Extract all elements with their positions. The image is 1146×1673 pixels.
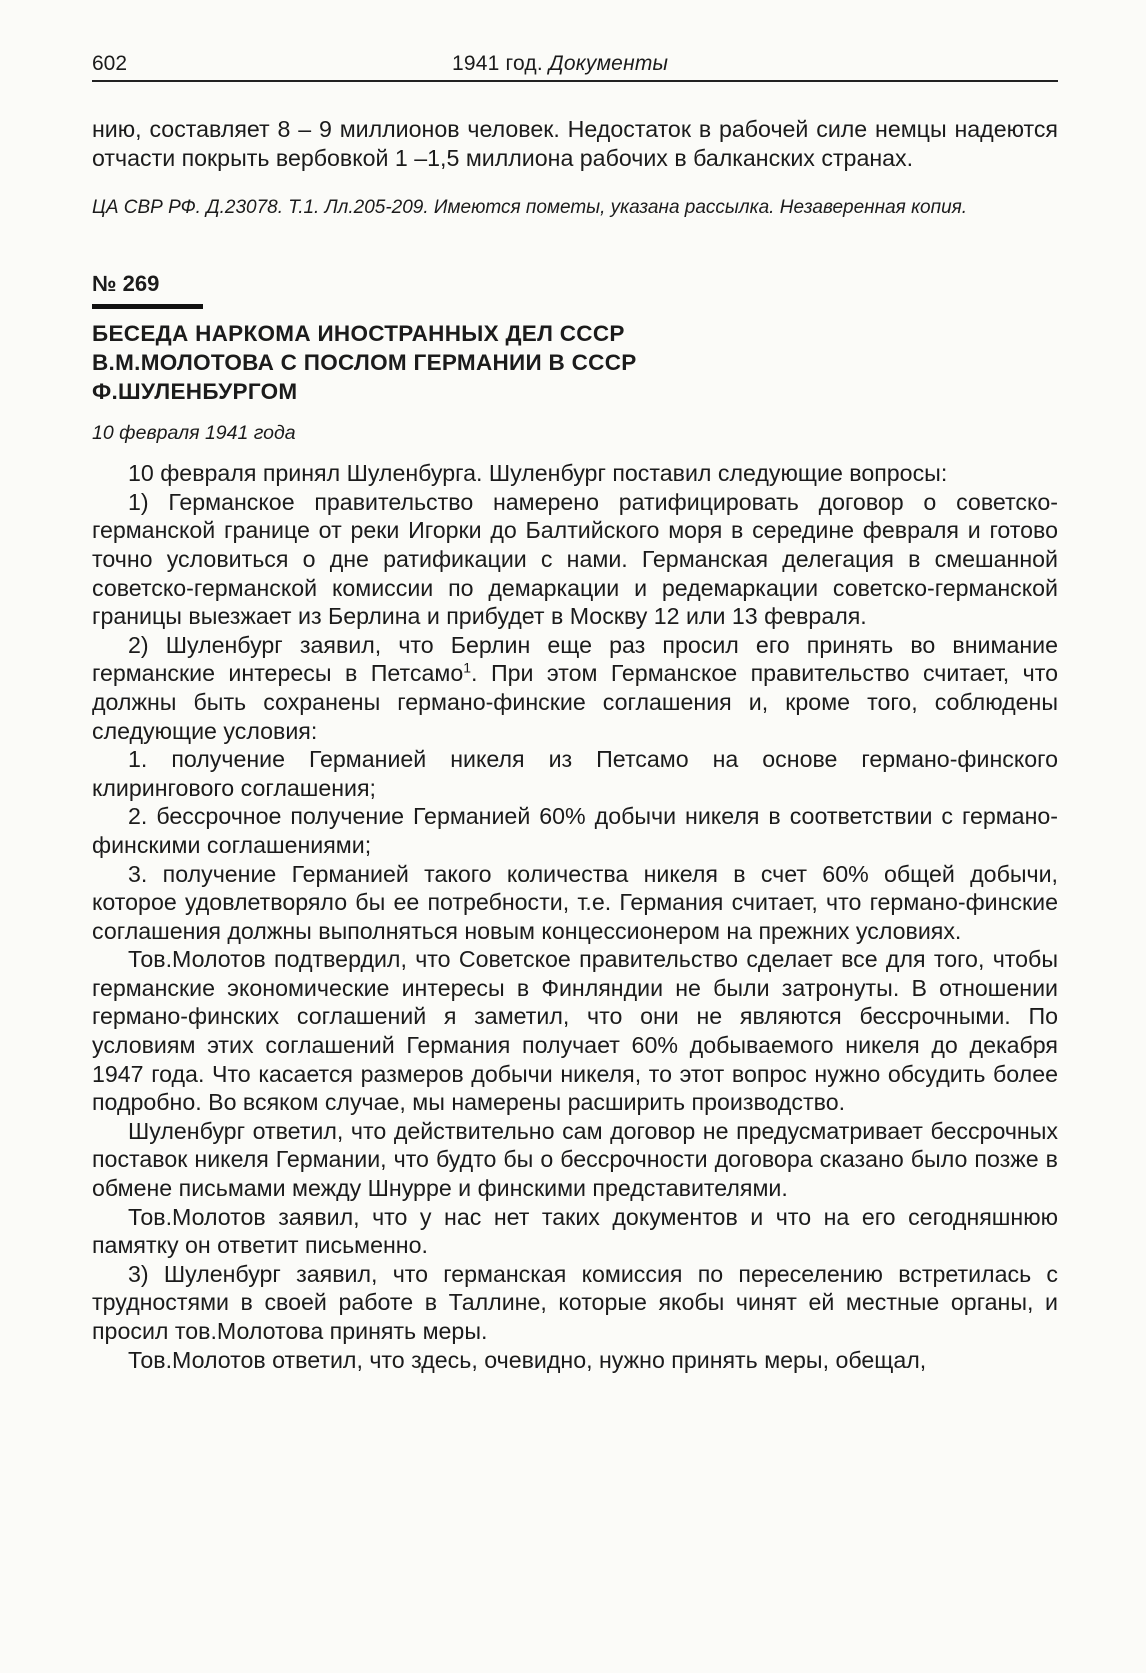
body-paragraph: Тов.Молотов подтвердил, что Советское правительство сделает все для того, чтобы германские экономические интересы в Финляндии не были затронуты. В отношении германо-финских соглашений я заметил, что они не являются бессрочными. По условиям этих соглашений Германия получает 60% добываемого никеля до декабря 1947 года. Что касается размеров добычи никеля, то этот вопрос нужно обсудить более подробно. Во всяком случае, мы намерены расширить производство. xyxy=(92,946,1058,1116)
paragraph-text: . При этом Германское правительство считает, что должны быть сохранены германо-финские соглашения и, кроме того, соблюдены следующие условия: xyxy=(92,660,1058,744)
archive-note: ЦА СВР РФ. Д.23078. Т.1. Лл.205-209. Имеются пометы, указана рассылка. Незаверенная копия. xyxy=(92,197,968,219)
page-number: 602 xyxy=(92,52,128,75)
document-title xyxy=(92,319,1058,406)
number-underline xyxy=(92,304,203,309)
body-paragraph xyxy=(92,631,1058,745)
running-title-section: Документы xyxy=(548,52,669,75)
body-paragraph: Тов.Молотов ответил, что здесь, очевидно, нужно принять меры, обещал, xyxy=(128,1346,927,1373)
footnote-marker: 1 xyxy=(463,659,472,676)
document-title-line: Ф.ШУЛЕНБУРГОМ xyxy=(92,379,298,405)
document-number: № 269 xyxy=(92,271,160,297)
running-header xyxy=(92,52,1058,82)
body-paragraph: 10 февраля принял Шуленбурга. Шуленбург поставил следующие вопросы: xyxy=(128,460,948,487)
body-paragraph: 1) Германское правительство намерено ратифицировать договор о советско-германской границе от реки Игорки до Балтийского моря в середине февраля и готово точно условиться о дне ратификации с нами. Германская делегация в смешанной советско-германской комиссии по демаркации и редемаркации советско-германской границы выезжает из Берлина и прибудет в Москву 12 или 13 февраля. xyxy=(92,488,1058,630)
paragraph-text: 2) Шуленбург заявил, что Берлин еще раз просил его принять во внимание германские интересы в Петсамо xyxy=(92,631,1058,687)
document-title-line: БЕСЕДА НАРКОМА ИНОСТРАННЫХ ДЕЛ СССР xyxy=(92,321,625,347)
body-paragraph: 3. получение Германией такого количества никеля в счет 60% общей добычи, которое удовлетворяло бы ее потребности, т.е. Германия считает, что германо-финские соглашения должны выполняться новым концессионером на прежних условиях. xyxy=(92,860,1058,944)
body-paragraph: 1. получение Германией никеля из Петсамо на основе германо-финского клирингового соглашения; xyxy=(92,746,1058,801)
intro-paragraph: нию, составляет 8 – 9 миллионов человек. Недостаток в рабочей силе немцы надеются отчасти покрыть вербовкой 1 –1,5 миллиона рабочих в балканских странах. xyxy=(92,116,1058,171)
running-title xyxy=(452,52,668,76)
body-paragraph: 2. бессрочное получение Германией 60% добычи никеля в соответствии с германо-финскими соглашениями; xyxy=(92,803,1058,858)
running-title-year: 1941 год. xyxy=(452,52,543,75)
document-title-line: В.М.МОЛОТОВА С ПОСЛОМ ГЕРМАНИИ В СССР xyxy=(92,350,637,376)
body-paragraph: Тов.Молотов заявил, что у нас нет таких документов и что на его сегодняшнюю памятку он ответит письменно. xyxy=(92,1203,1058,1259)
body-paragraph: 3) Шуленбург заявил, что германская комиссия по переселению встретилась с трудностями в своей работе в Таллине, которые якобы чинят ей местные органы, и просил тов.Молотова принять меры. xyxy=(92,1260,1058,1344)
document-date: 10 февраля 1941 года xyxy=(92,422,296,445)
body-paragraph: Шуленбург ответил, что действительно сам договор не предусматривает бессрочных поставок никеля Германии, что будто бы о бессрочности договора сказано было позже в обмене письмами между Шнурре и финскими представителями. xyxy=(92,1117,1058,1202)
page-body xyxy=(92,115,1058,1374)
